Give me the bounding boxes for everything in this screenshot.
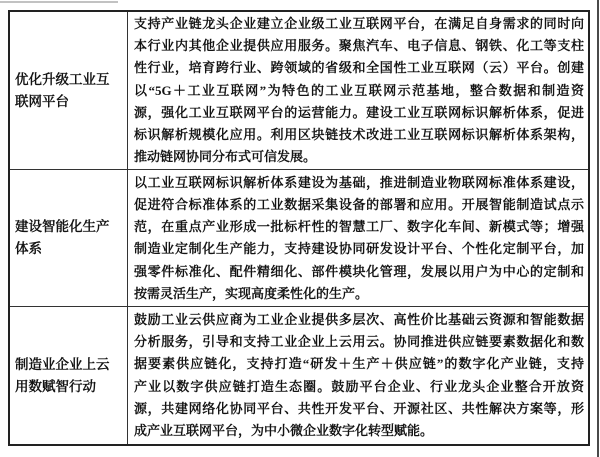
body-text-line: 按需灵活生产，实现高度柔性化的生产。 xyxy=(134,285,369,301)
body-text-line: 性行业，培育跨行业、跨领域的省级和全国性工业互联网（云）平台。创建 xyxy=(134,60,584,76)
row-body-cell xyxy=(128,307,590,445)
body-text-line: 制造业定制化生产能力，支持建设协同研发设计平台、个性化定制平台，加 xyxy=(134,241,584,257)
row-header-line: 用数赋智行动 xyxy=(15,378,96,394)
body-text-line: 支持产业链龙头企业建立企业级工业互联网平台，在满足自身需求的同时向 xyxy=(134,16,584,31)
row-body-cell xyxy=(128,11,590,170)
policy-table-body xyxy=(9,11,589,445)
body-text-line: 分析服务，引导和支持工业企业上云用云。协同推进供应链要素数据化和数 xyxy=(134,334,584,350)
policy-table xyxy=(8,10,590,446)
body-text-line: 本行业内其他企业提供应用服务。聚焦汽车、电子信息、钢铁、化工等支柱 xyxy=(134,38,584,54)
row-header-line: 优化升级工业互 xyxy=(15,71,110,87)
body-text-line: 成产业互联网平台，为中小微企业数字化转型赋能。 xyxy=(134,423,434,439)
body-text-line: 据要素供应链化，支持打造“研发＋生产＋供应链”的数字化产业链，支持 xyxy=(134,356,584,372)
body-text-line: 促进符合标准体系的工业数据采集设备的部署和应用。开展智能制造试点示 xyxy=(134,197,584,213)
body-text-line: 范，在重点产业形成一批标杆性的智慧工厂、数字化车间、新模式等；增强 xyxy=(134,219,584,235)
row-header-line: 建设智能化生产 xyxy=(15,219,110,235)
body-text-line: 产业以数字供应链打造生态圈。鼓励平台企业、行业龙头企业整合开放资 xyxy=(134,378,584,394)
body-text-line: 标识解析规模化应用。利用区块链技术改进工业互联网标识解析体系架构， xyxy=(134,127,584,143)
row-header-line: 制造业企业上云 xyxy=(15,356,110,372)
row-header-line: 联网平台 xyxy=(15,93,69,109)
row-header-line: 体系 xyxy=(15,241,42,257)
table-row xyxy=(9,307,589,445)
body-text-line: 鼓励工业云供应商为工业企业提供多层次、高性价比基础云资源和智能数据 xyxy=(134,312,584,328)
scan-artifact-line xyxy=(0,1,118,3)
body-text-line: 源，共建网络化协同平台、共性开发平台、开源社区、共性解决方案等，形 xyxy=(134,400,584,416)
row-header-cell xyxy=(9,11,128,170)
body-text-line: 推动链网协同分布式可信发展。 xyxy=(134,149,317,165)
row-body-cell xyxy=(128,170,590,307)
row-header-cell xyxy=(9,307,128,445)
table-row xyxy=(9,11,589,170)
table-row xyxy=(9,170,589,307)
body-text-line: 以工业互联网标识解析体系建设为基础，推进制造业物联网标准体系建设， xyxy=(134,174,584,190)
row-header-cell xyxy=(9,170,128,307)
page-edge-line xyxy=(597,0,599,457)
body-text-line: 强零件标准化、配件精细化、部件模块化管理，发展以用户为中心的定制和 xyxy=(134,263,584,279)
body-text-line: 源，强化工业互联网平台的运营能力。建设工业互联网标识解析体系，促进 xyxy=(134,104,584,120)
body-text-line: 以“5G＋工业互联网”为特色的工业互联网示范基地，整合数据和制造资 xyxy=(134,82,584,98)
